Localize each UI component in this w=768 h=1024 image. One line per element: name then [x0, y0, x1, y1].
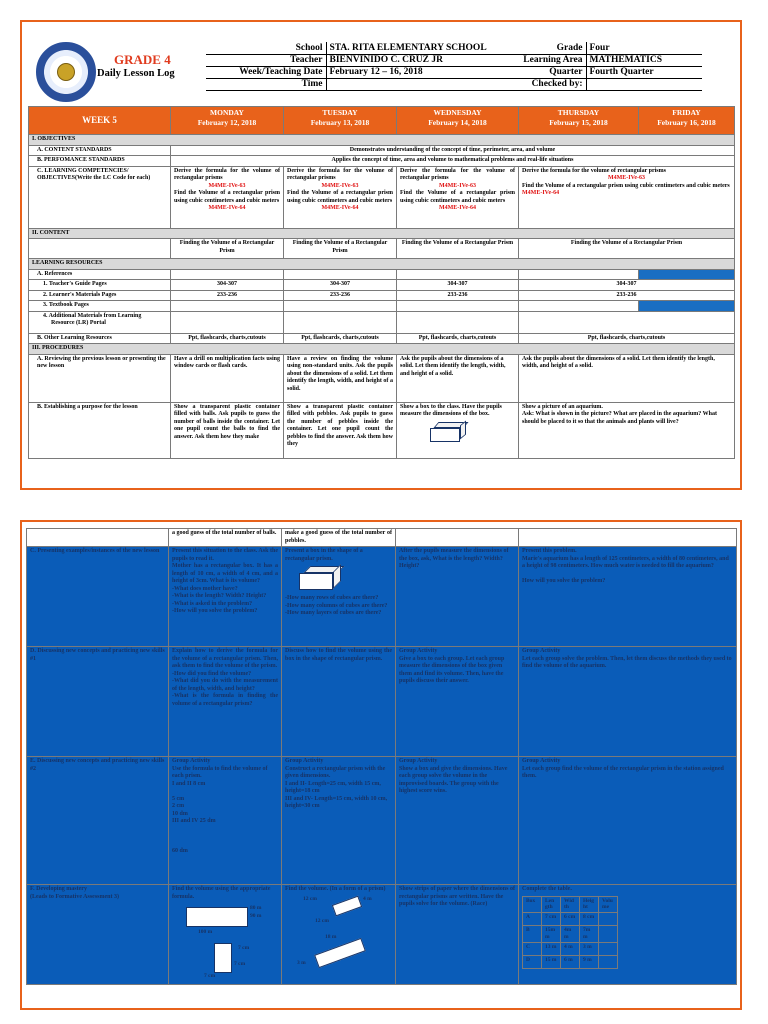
- discussing-1-thursday-friday: Group Activity Let each group solve the problem. Then, let them discuss the methods they used to find the volume of the aquarium.: [519, 647, 737, 757]
- purpose-thursday-friday: Show a picture of an aquarium. Ask: What is shown in the picture? What are placed in the aquarium? What should be placed to it so that the animals and plants will live?: [519, 402, 735, 458]
- performance-standards-value: Applies the concept of time, area and volume to mathematical problems and real-life situations: [171, 156, 735, 167]
- day-monday: MONDAY February 12, 2018: [171, 107, 284, 135]
- competency-wednesday: Derive the formula for the volume of rectangular prisms M4ME-IVe-63 Find the Volume of a rectangular prism using cubic centimeters and cubic meters M4ME-IVe-64: [397, 166, 519, 228]
- prism-icon: [299, 566, 349, 592]
- tg-label: 1. Teacher's Guide Pages: [29, 280, 171, 291]
- section-resources: LEARNING RESOURCES: [29, 259, 735, 270]
- prism-figure-2: [332, 895, 362, 916]
- presenting-label: C. Presenting examples/instances of the new lesson: [27, 547, 169, 647]
- grade-label: Grade: [506, 42, 586, 54]
- lm-tuesday: 233-236: [284, 290, 397, 301]
- lesson-table-page-1: [28, 106, 735, 459]
- blue-marker: [639, 269, 735, 280]
- mastery-monday-figures: [172, 901, 278, 981]
- section-procedures: III. PROCEDURES: [29, 344, 735, 355]
- other-monday: Ppt, flashcards, charts,cutouts: [171, 333, 284, 344]
- lm-label: 2. Learner's Materials Pages: [29, 290, 171, 301]
- grade-title: GRADE 4: [114, 52, 171, 67]
- days-header-row: [29, 107, 735, 135]
- lm-monday: 233-236: [171, 290, 284, 301]
- day-wednesday: WEDNESDAY February 14, 2018: [397, 107, 519, 135]
- volume-table-header: Box Len gth Wid th Heig ht Volu me: [523, 896, 618, 913]
- week-label-cell: WEEK 5: [29, 107, 171, 135]
- time-label: Time: [206, 78, 326, 90]
- presenting-tuesday: Present a box in the shape of a rectangular prism. -How many rows of cubes are there? -How many columns of cubes are there? -How many layers of cubes are there?: [282, 547, 396, 647]
- textbook-label: 3. Textbook Pages: [29, 301, 171, 312]
- discussing-1-monday: Explain how to derive the formula for the volume of a rectangular prism. Then, ask them to find the volume of the prism. -How did you find the volume? -What did you do with the measurement of the length, width, and height? -What is the formula in finding the volume of a rectangular prism?: [169, 647, 282, 757]
- review-label: A. Reviewing the previous lesson or presenting the new lesson: [29, 354, 171, 402]
- competency-tuesday: Derive the formula for the volume of rectangular prisms M4ME-IVe-63 Find the Volume of a rectangular prism using cubic centimeters and cubic meters M4ME-IVe-64: [284, 166, 397, 228]
- purpose-monday-cont: a good guess of the total number of balls.: [169, 529, 282, 547]
- table-row: B 15m m 4m m 7m m: [523, 926, 618, 943]
- content-standards-label: A. CONTENT STANDARDS: [29, 145, 171, 156]
- purpose-tuesday-cont: make a good guess of the total number of pebbles.: [282, 529, 396, 547]
- dim-90m: 90 m: [250, 913, 262, 919]
- other-tuesday: Ppt, flashcards, charts,cutouts: [284, 333, 397, 344]
- mastery-label: F. Developing mastery (Leads to Formative Assessment 3): [27, 885, 169, 985]
- performance-standards-label: B. PERFOMANCE STANDARDS: [29, 156, 171, 167]
- tg-tuesday: 304-307: [284, 280, 397, 291]
- content-thursday-friday: Finding the Volume of a Rectangular Prism: [519, 239, 735, 259]
- teacher-label: Teacher: [206, 54, 326, 66]
- other-thursday-friday: Ppt, flashcards, charts,cutouts: [519, 333, 735, 344]
- dim-12cm-a: 12 cm: [303, 895, 317, 902]
- mastery-monday: Find the volume using the appropriate formula. 80 m 90 m 100 m 7 cm 7 cm 7 cm: [169, 885, 282, 985]
- blue-marker: [639, 301, 735, 312]
- additional-materials-label: 4. Additional Materials from Learning Resource (LR) Portal: [29, 311, 171, 333]
- purpose-wednesday: Show a box to the class. Have the pupils measure the dimensions of the box.: [397, 402, 519, 458]
- content-spacer: [29, 239, 171, 259]
- dim-3m: 3 m: [297, 959, 306, 966]
- section-content: II. CONTENT: [29, 228, 735, 239]
- review-thursday-friday: Ask the pupils about the dimensions of a solid. Let them identify the length, width, and height of a solid.: [519, 354, 735, 402]
- lesson-log-page-2: [20, 520, 742, 1010]
- log-subtitle: Daily Lesson Log: [97, 68, 175, 79]
- area-label: Learning Area: [506, 54, 586, 66]
- dim-80m: 80 m: [250, 905, 262, 911]
- competencies-label: C. LEARNING COMPETENCIES/ OBJECTIVES(Write the LC Code for each): [29, 166, 171, 228]
- checked-label: Checked by:: [506, 78, 586, 90]
- purpose-label: B. Establishing a purpose for the lesson: [29, 402, 171, 458]
- time-value: [326, 78, 506, 90]
- quarter-label: Quarter: [506, 66, 586, 78]
- discussing-2-thursday-friday: Group Activity Let each group find the volume of the rectangular prism in the station assigned them.: [519, 757, 737, 885]
- content-standards-value: Demonstrates understanding of the concept of time, perimeter, area, and volume: [171, 145, 735, 156]
- tg-monday: 304-307: [171, 280, 284, 291]
- discussing-2-wednesday: Group Activity Show a box and give the dimensions. Have each group solve the volume in the improvised boards. The group with the highest score wins.: [396, 757, 519, 885]
- content-wednesday: Finding the Volume of a Rectangular Prism: [397, 239, 519, 259]
- purpose-monday: Show a transparent plastic container filled with balls. Ask pupils to guess the number of balls inside the container. Let one pupil count the balls to find the answer. Ask them how they make: [171, 402, 284, 458]
- grade-value: Four: [586, 42, 702, 54]
- school-label: School: [206, 42, 326, 54]
- week-label: Week/Teaching Date: [206, 66, 326, 78]
- content-monday: Finding the Volume of a Rectangular Prism: [171, 239, 284, 259]
- mastery-wednesday: Show strips of paper where the dimensions of rectangular prisms are written. Have the pupils solve for the volume. (Race): [396, 885, 519, 985]
- school-value: STA. RITA ELEMENTARY SCHOOL: [326, 42, 506, 54]
- prism-figure-3: [314, 937, 366, 967]
- other-wednesday: Ppt, flashcards, charts,cutouts: [397, 333, 519, 344]
- review-tuesday: Have a review on finding the volume using non-standard units. Ask the pupils about the dimensions of a solid. Let them identify the length, width, and height of a solid.: [284, 354, 397, 402]
- day-tuesday: TUESDAY February 13, 2018: [284, 107, 397, 135]
- day-thursday: THURSDAY February 15, 2018: [519, 107, 639, 135]
- lm-thursday-friday: 233-236: [519, 290, 735, 301]
- tg-thursday-friday: 304-307: [519, 280, 735, 291]
- competency-monday: Derive the formula for the volume of rectangular prisms M4ME-IVe-63 Find the Volume of a rectangular prism using cubic centimeters and cubic meters M4ME-IVe-64: [171, 166, 284, 228]
- checked-value: [586, 78, 702, 90]
- lesson-log-page-1: [20, 20, 742, 490]
- mastery-tuesday: Find the volume. (In a form of a prism) 12 cm 4 m 12 cm 18 m 3 m: [282, 885, 396, 985]
- review-wednesday: Ask the pupils about the dimensions of a solid. Let them identify the length, width, and height of a solid.: [397, 354, 519, 402]
- content-tuesday: Finding the Volume of a Rectangular Prism: [284, 239, 397, 259]
- continuation-spacer: [27, 529, 169, 547]
- discussing-2-monday: Group Activity Use the formula to find the volume of each prism. I and II 8 cm 5 cm 2 cm 10 dm III and IV 25 dm 60 dm: [169, 757, 282, 885]
- cube-figure: [214, 943, 232, 973]
- table-row: C 13 m 4 m 3 m: [523, 943, 618, 956]
- dim-12cm-b: 12 cm: [315, 917, 329, 924]
- presenting-monday: Present this situation to the class. Ask the pupils to read it. Mother has a rectangular box. It has a length of 10 cm, a width of 4 cm, and a height of 3cm. What is its volume? -What does mother have? -What is the length? Width? Height? -What is asked in the problem? -How will you solve the problem?: [169, 547, 282, 647]
- box-icon: [430, 422, 470, 444]
- other-resources-label: B. Other Learning Resources: [29, 333, 171, 344]
- prism-figure-1: [186, 907, 248, 927]
- quarter-value: Fourth Quarter: [586, 66, 702, 78]
- dim-7cm-a: 7 cm: [238, 945, 250, 951]
- week-value: February 12 – 16, 2018: [326, 66, 506, 78]
- dim-7cm-b: 7 cm: [234, 961, 246, 967]
- discussing-1-tuesday: Discuss how to find the volume using the box in the shape of rectangular prism.: [282, 647, 396, 757]
- references-label: A. References: [29, 269, 171, 280]
- dim-4m: 4 m: [363, 895, 372, 902]
- discussing-2-tuesday: Group Activity Construct a rectangular prism with the given dimensions. I and II- Length=25 cm, width 15 cm, height=18 cm III and IV- Length=15 cm, width 10 cm, height=30 cm: [282, 757, 396, 885]
- competency-thursday-friday: Derive the formula for the volume of rectangular prisms M4ME-IVe-63 Find the Volume of a rectangular prism using cubic centimeters and cubic meters M4ME-IVe-64: [519, 166, 735, 228]
- header-info-right: [506, 42, 702, 91]
- teacher-value: BIENVINIDO C. CRUZ JR: [326, 54, 506, 66]
- discussing-2-label: E. Discussing new concepts and practicing new skills #2: [27, 757, 169, 885]
- dim-7cm-c: 7 cm: [204, 973, 216, 979]
- mastery-thursday-friday: Complete the table. Box Len gth Wid th Heig ht Volu me A 7 cm 6 cm 8 cm B 15m m 4m m 7m m C 13 m 4 m 3 m D 15 m 6 m 9 m: [519, 885, 737, 985]
- deped-seal-icon: [36, 42, 96, 102]
- volume-table: [522, 896, 618, 970]
- tg-wednesday: 304-307: [397, 280, 519, 291]
- area-value: MATHEMATICS: [586, 54, 702, 66]
- presenting-thursday-friday: Present this problem. Marie's aquarium has a length of 125 centimeters, a width of 80 centimeters, and a height of 98 centimeters. How much water is needed to fill the aquarium? How will you solve the problem?: [519, 547, 737, 647]
- table-row: D 15 m 6 m 9 m: [523, 956, 618, 969]
- lm-wednesday: 233-236: [397, 290, 519, 301]
- day-friday: FRIDAY February 16, 2018: [639, 107, 735, 135]
- dim-100m: 100 m: [198, 929, 213, 935]
- discussing-1-label: D. Discussing new concepts and practicing new skills #1: [27, 647, 169, 757]
- dim-18m: 18 m: [325, 933, 337, 940]
- purpose-tuesday: Show a transparent plastic container filled with pebbles. Ask pupils to guess the number of pebbles inside the container. Let one pupil count the pebbles to find the answer. Ask them how they: [284, 402, 397, 458]
- header-info-left: [206, 42, 506, 91]
- mastery-tuesday-figures: [285, 894, 392, 974]
- presenting-wednesday: After the pupils measure the dimensions of the box, ask, What is the length? Width? Height?: [396, 547, 519, 647]
- review-monday: Have a drill on multiplication facts using window cards or flash cards.: [171, 354, 284, 402]
- section-objectives: I. OBJECTIVES: [29, 135, 735, 146]
- table-row: A 7 cm 6 cm 8 cm: [523, 913, 618, 926]
- lesson-table-page-2: [26, 528, 737, 985]
- discussing-1-wednesday: Group Activity Give a box to each group. Let each group measure the dimensions of the box given them and find its volume. Then, have the pupils discuss their answer.: [396, 647, 519, 757]
